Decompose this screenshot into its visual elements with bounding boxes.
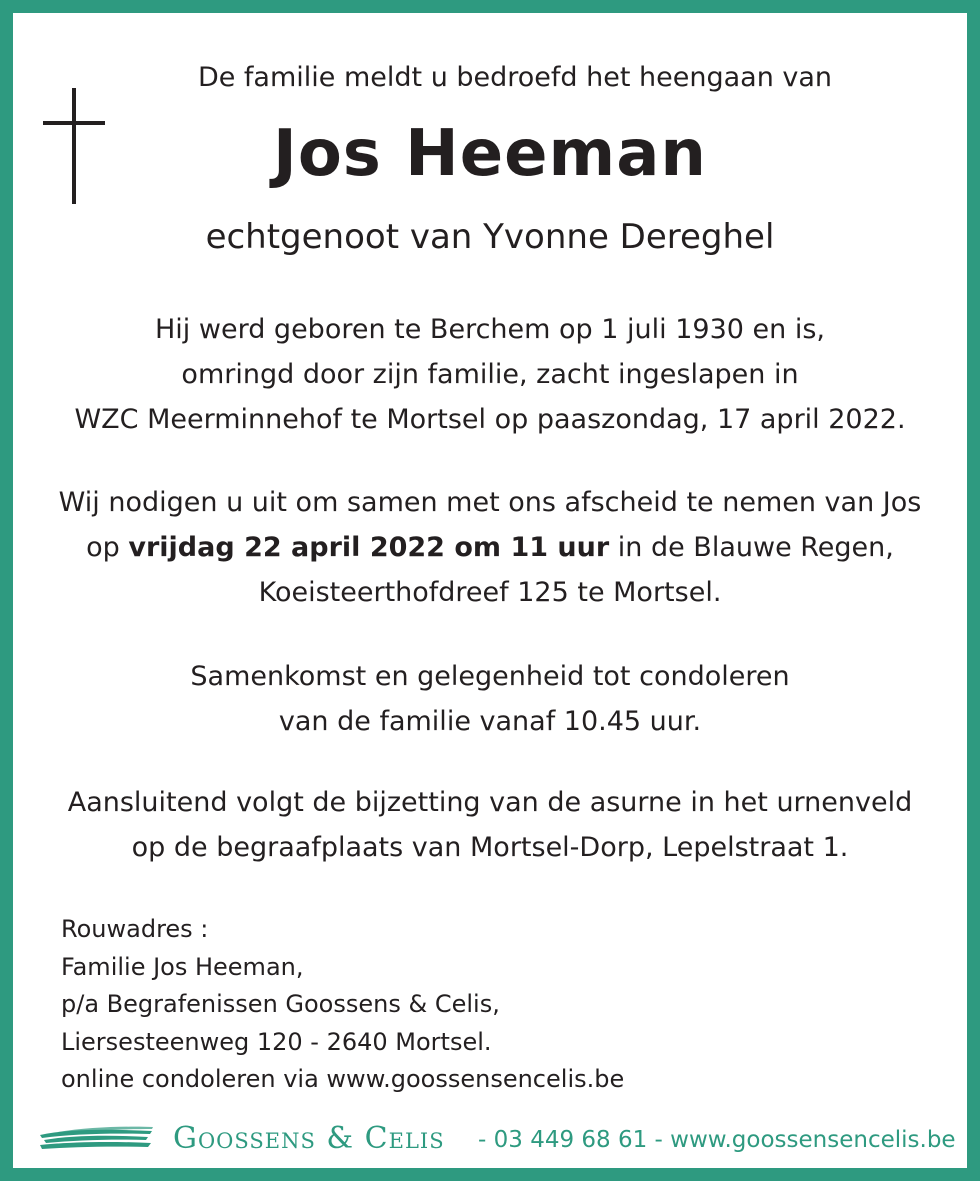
interment-line: op de begraafplaats van Mortsel-Dorp, Lepelstraat 1. [131, 832, 849, 863]
funeral-home-contact: - 03 449 68 61 - www.goossensencelis.be [478, 1127, 956, 1153]
condolence-line: van de familie vanaf 10.45 uur. [278, 706, 702, 737]
farewell-prefix: op [86, 532, 129, 563]
farewell-datetime: vrijdag 22 april 2022 om 11 uur [128, 532, 610, 563]
mourning-address [61, 911, 624, 1099]
address-line: Familie Jos Heeman, [61, 952, 304, 981]
farewell-invitation [0, 480, 980, 615]
death-notice-line: Hij werd geboren te Berchem op 1 juli 1930 en is, [155, 314, 825, 345]
spouse-line: echtgenoot van Yvonne Dereghel [205, 217, 775, 257]
address-line: Liersesteenweg 120 - 2640 Mortsel. [61, 1027, 492, 1056]
funeral-home-name: Goossens & Celis [173, 1121, 445, 1156]
interment-line: Aansluitend volgt de bijzetting van de asurne in het urnenveld [67, 787, 913, 818]
intro-text: De familie meldt u bedroefd het heengaan van [197, 62, 833, 93]
address-line: p/a Begrafenissen Goossens & Celis, [61, 990, 500, 1018]
farewell-address: Koeisteerthofdreef 125 te Mortsel. [258, 577, 722, 608]
farewell-datetime-line [0, 525, 980, 570]
death-notice-line: omringd door zijn familie, zacht ingeslapen in [181, 359, 799, 390]
brushstroke-logo-icon [38, 1123, 154, 1153]
farewell-venue: in de Blauwe Regen, [609, 532, 894, 563]
address-heading: Rouwadres : [61, 915, 209, 943]
deceased-name: Jos Heeman [273, 117, 707, 191]
funeral-home-footer [38, 1119, 958, 1159]
condolence-info [0, 654, 980, 744]
condolence-line: Samenkomst en gelegenheid tot condoleren [190, 661, 790, 692]
farewell-line: Wij nodigen u uit om samen met ons afscheid te nemen van Jos [58, 487, 922, 518]
interment-info [0, 780, 980, 870]
online-condolence-line: online condoleren via www.goossensencelis.be [61, 1065, 625, 1093]
death-notice-line: WZC Meerminnehof te Mortsel op paaszondag, 17 april 2022. [74, 404, 906, 435]
death-notice [0, 307, 980, 442]
